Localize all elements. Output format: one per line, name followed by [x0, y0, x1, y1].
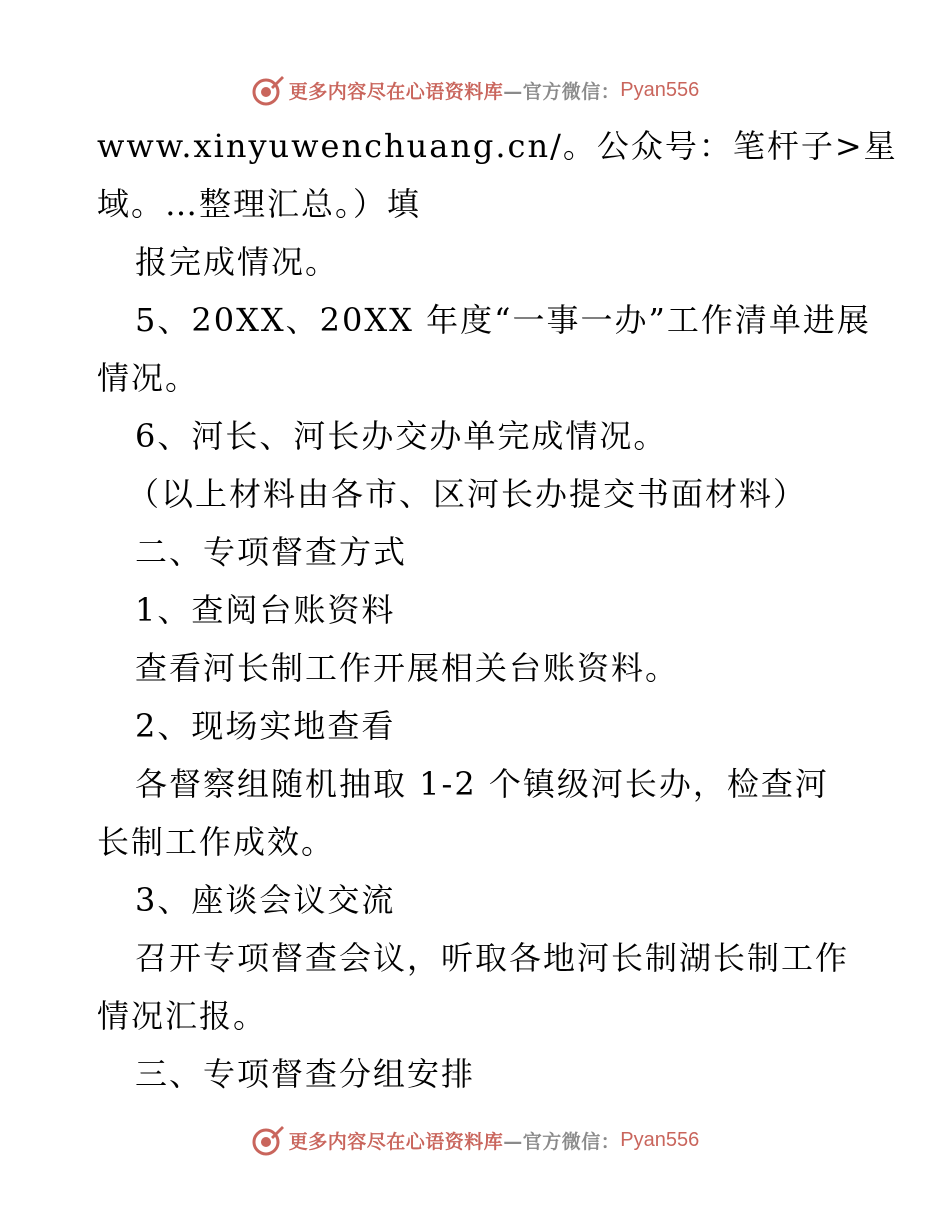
section-heading: 三、专项督查分组安排	[135, 1055, 476, 1093]
watermark-banner-bottom	[0, 1120, 950, 1160]
body-line: 各督察组随机抽取 1-2 个镇级河长办，检查河	[135, 765, 829, 803]
document-body	[97, 117, 898, 1103]
subheading: 3、座谈会议交流	[135, 881, 396, 919]
section-heading: 二、专项督查方式	[135, 533, 408, 571]
body-line: www.xinyuwenchuang.cn/。公众号：笔杆子>星	[97, 127, 898, 165]
pen-logo-icon	[251, 1123, 285, 1157]
body-line: （以上材料由各市、区河长办提交书面材料）	[127, 475, 808, 513]
body-line: 5、20XX、20XX 年度“一事一办”工作清单进展	[135, 301, 871, 339]
subheading: 2、现场实地查看	[135, 707, 396, 745]
body-line: 情况汇报。	[97, 997, 268, 1035]
body-line: 召开专项督查会议，听取各地河长制湖长制工作	[135, 939, 850, 977]
body-line: 报完成情况。	[135, 243, 340, 281]
body-line: 情况。	[97, 359, 200, 397]
body-line: 6、河长、河长办交办单完成情况。	[135, 417, 668, 455]
body-line: 域。…整理汇总。）填	[97, 185, 422, 223]
watermark-wechat-label: —官方微信：	[503, 80, 621, 103]
watermark-wechat-id: Pyan556	[620, 78, 700, 101]
watermark-wechat-label: —官方微信：	[503, 1130, 621, 1153]
pen-logo-icon	[251, 73, 285, 107]
watermark-text: 更多内容尽在心语资料库	[288, 80, 504, 103]
watermark-text: 更多内容尽在心语资料库	[288, 1130, 504, 1153]
watermark-wechat-id: Pyan556	[620, 1128, 700, 1151]
body-line: 查看河长制工作开展相关台账资料。	[135, 649, 680, 687]
subheading: 1、查阅台账资料	[135, 591, 396, 629]
body-line: 长制工作成效。	[97, 823, 336, 861]
watermark-banner-top	[0, 70, 950, 110]
